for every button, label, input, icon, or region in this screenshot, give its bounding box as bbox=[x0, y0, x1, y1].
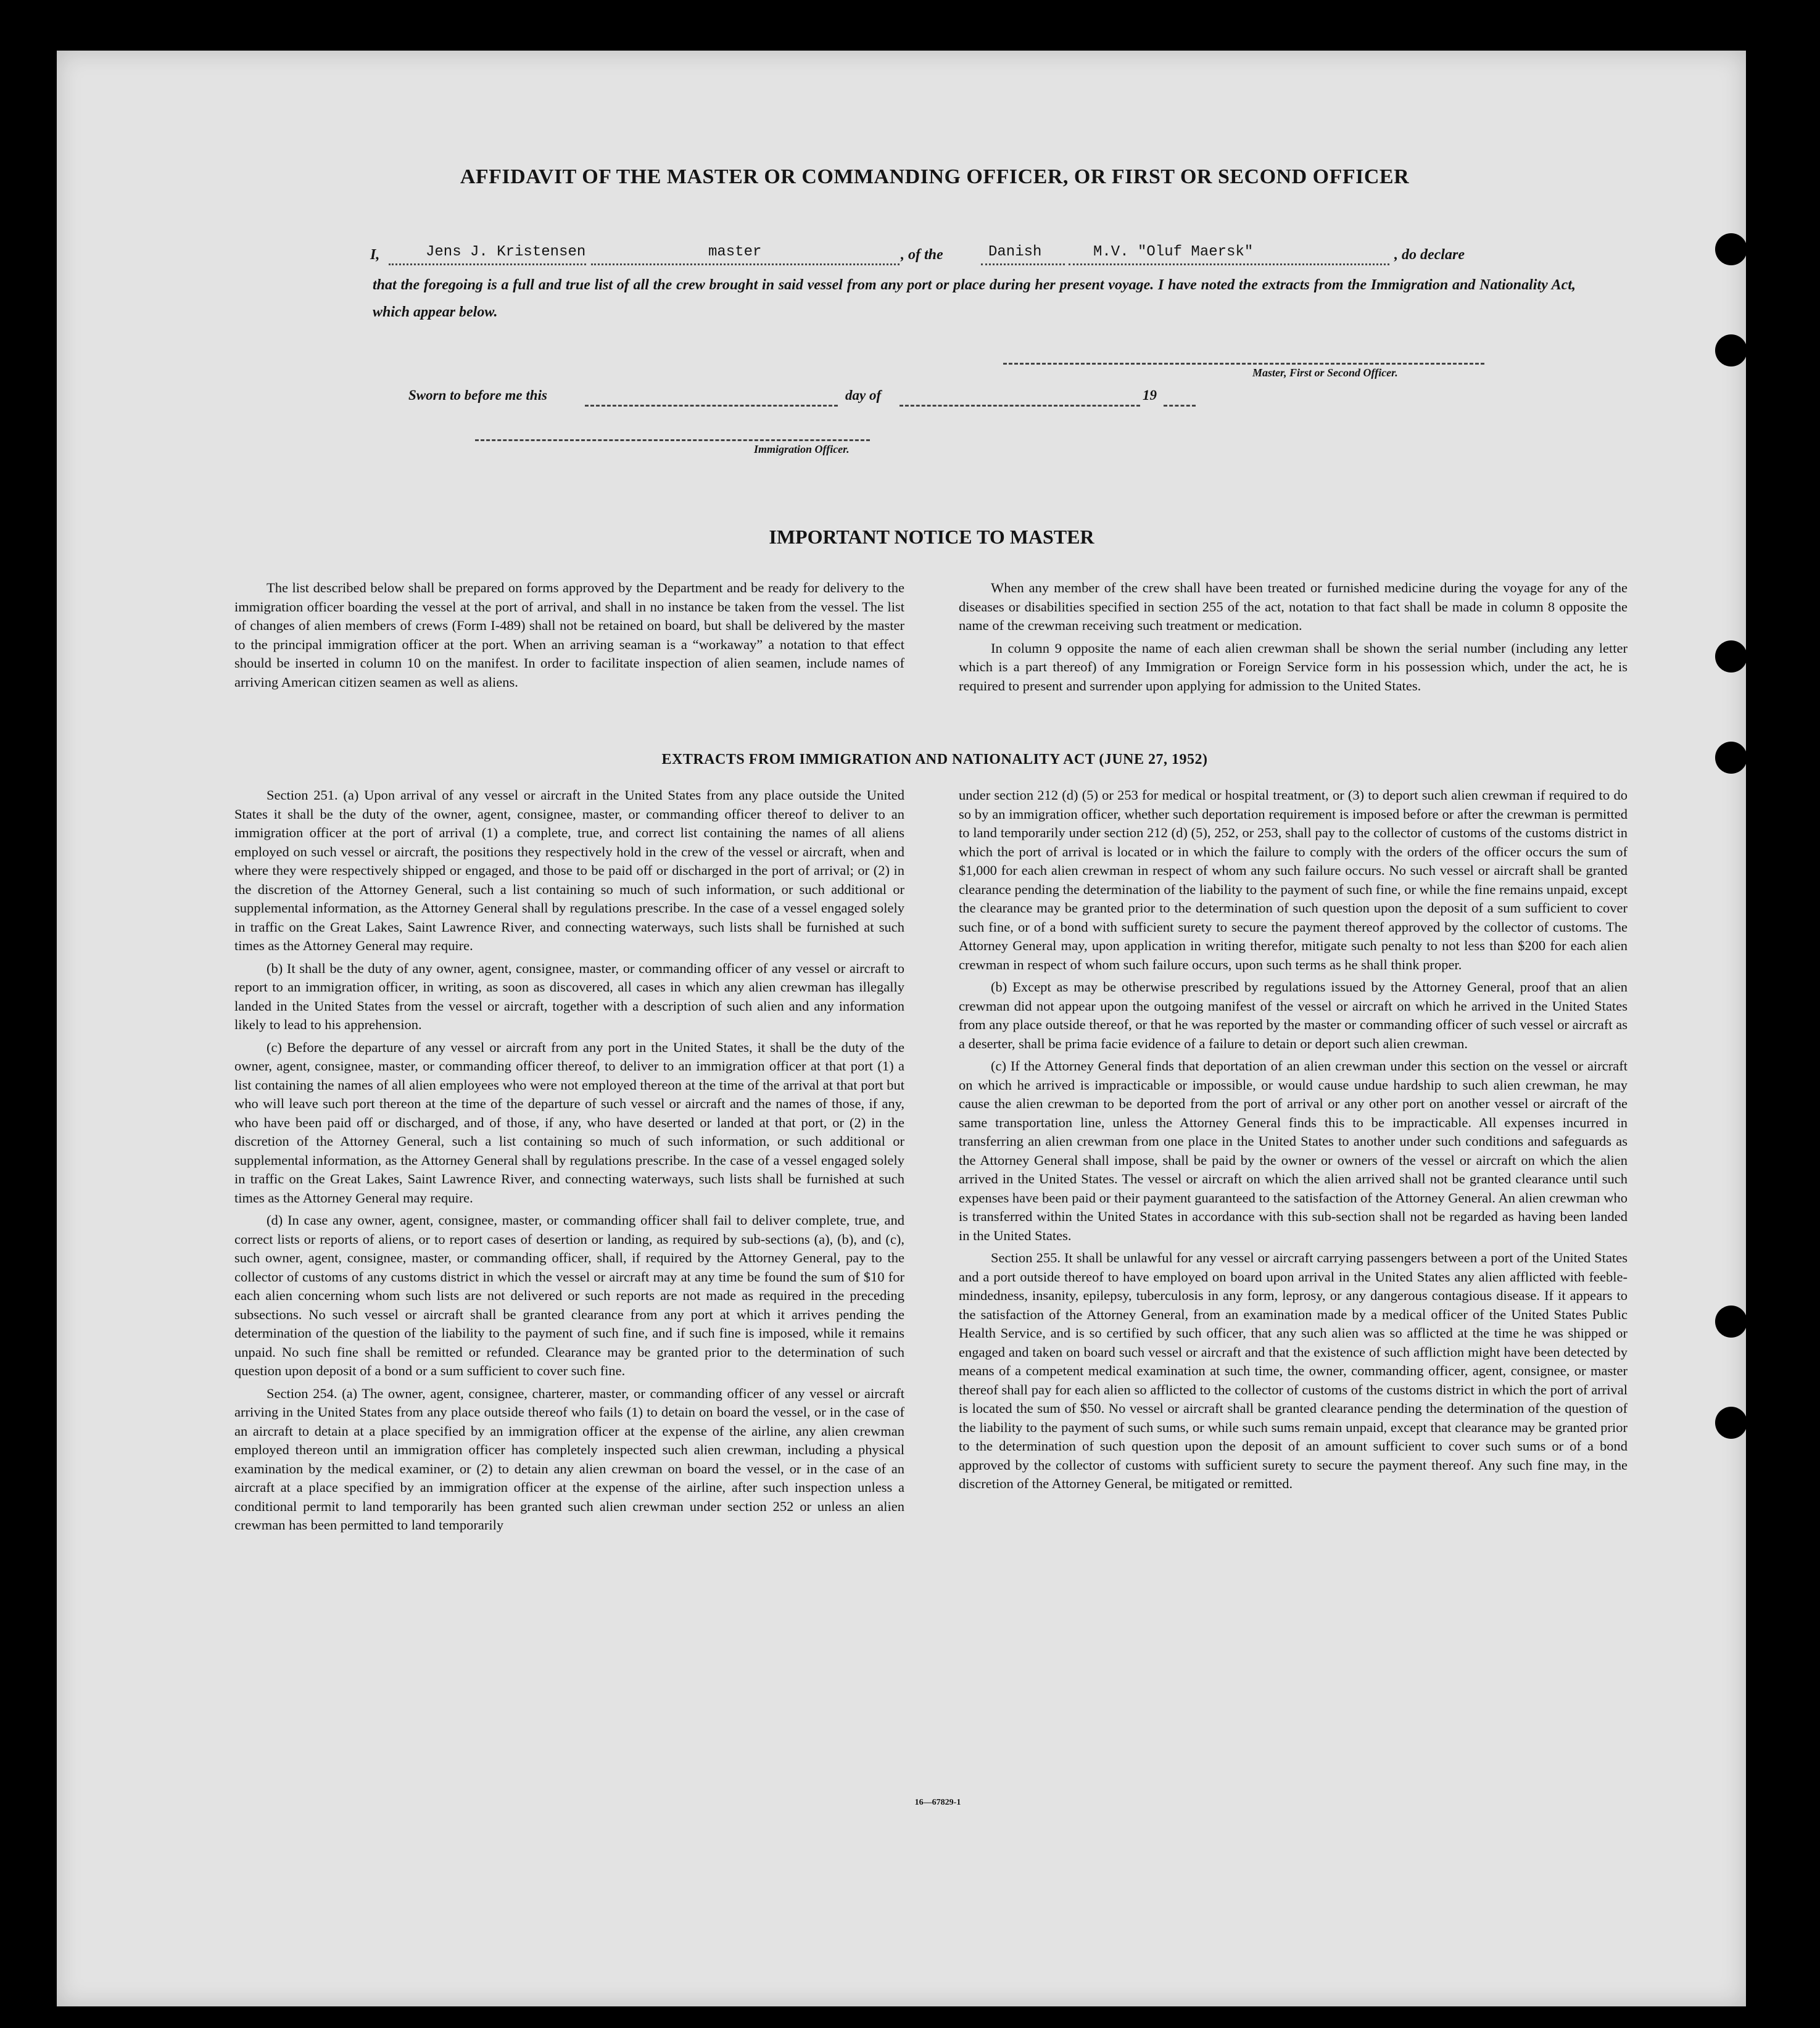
vessel-field: M.V. "Oluf Maersk" bbox=[1069, 243, 1389, 265]
officer-signature-line bbox=[475, 439, 870, 441]
notice-paragraph: When any member of the crew shall have been treated or furnished medicine during the voyage for any of the diseases or disabilities specified in section 255 of the act, notation to that fact shall be made in column 8 opposite the name of the crewman receiving such treatment or medication. bbox=[959, 580, 1628, 633]
binder-hole bbox=[1715, 334, 1747, 366]
officer-signature-label: Immigration Officer. bbox=[754, 443, 850, 455]
sworn-day-line bbox=[585, 405, 838, 407]
extract-paragraph: (b) It shall be the duty of any owner, agent, consignee, master, or commanding officer of any vessel or aircraft to report to an immigration officer, in writing, as soon as discovered, all cases in which any alien crewman has illegally landed in the United States from the vessel or aircraft, together with a description of such alien and any information likely to lead to his apprehension. bbox=[234, 960, 904, 1032]
extract-paragraph: under section 212 (d) (5) or 253 for medical or hospital treatment, or (3) to deport such alien crewman if required to do so by an immigration officer, whether such deportation requirement is imposed before or after the crewman is permitted to land temporarily under section 212 (d) (5), 252, or 253, shall pay to the collector of customs of the customs district in which the port of arrival is located or in which the failure to comply with the orders of the officer occurs the sum of $1,000 for each alien crewman in respect of whom any such failure occurs. No such vessel or aircraft shall be granted clearance pending the determination of the liability to the payment of such fine, or while the fine remains unpaid, except the clearance may be granted prior to the determination of such question upon the deposit of a sum sufficient to cover such fine, or of a bond with sufficient surety to secure the payment thereof approved by the collector of customs. The Attorney General may, upon application in writing therefor, mitigate such penalty to not less than $200 for each alien crewman in respect of whom such failure occurs, upon such terms as he shall think proper. bbox=[959, 787, 1628, 972]
year-prefix: 19 bbox=[1143, 387, 1157, 403]
declaration-line bbox=[370, 243, 1542, 270]
sworn-month-line bbox=[900, 405, 1140, 407]
do-declare-label: , do declare bbox=[1394, 247, 1465, 263]
notice-paragraph: In column 9 opposite the name of each alien crewman shall be shown the serial number (including any letter which is a part thereof) of any Immigration or Foreign Service form in his possession which, under the act, he is required to present and surrender upon applying for admission to the United States. bbox=[959, 640, 1628, 693]
form-number: 16—67829-1 bbox=[914, 1798, 961, 1807]
notice-title: IMPORTANT NOTICE TO MASTER bbox=[769, 526, 1094, 548]
notice-left-column bbox=[234, 579, 904, 695]
nationality-field: Danish bbox=[981, 243, 1065, 265]
declaration-text: that the foregoing is a full and true list of all the crew brought in said vessel from any port or place during her present voyage. I have noted the extracts from the Immigration and Nationality Act, which appear below. bbox=[373, 277, 1576, 320]
affidavit-title: AFFIDAVIT OF THE MASTER OR COMMANDING OFFICER, OR FIRST OR SECOND OFFICER bbox=[460, 165, 1410, 188]
extracts-left-column bbox=[234, 786, 904, 1539]
declaration-prefix: I, bbox=[370, 247, 380, 263]
master-signature-line bbox=[1003, 363, 1484, 365]
sworn-prefix: Sworn to before me this bbox=[408, 387, 547, 403]
extracts-right-column bbox=[959, 786, 1628, 1497]
notice-right-column bbox=[959, 579, 1628, 699]
rank-field: master bbox=[591, 243, 900, 265]
master-name-field: Jens J. Kristensen bbox=[389, 243, 586, 265]
extract-paragraph: (c) If the Attorney General finds that deportation of an alien crewman under this section on the vessel or aircraft on which he arrived is impracticable or impossible, or would cause undue hardship to such alien crewman, he may cause the alien crewman to be deported from the port of arrival or any other port on another vessel or aircraft of the same transportation line, unless the Attorney General finds this to be impracticable. All expenses incurred in transferring an alien crewman from one place in the United States to another under such conditions and safeguards as the Attorney General shall impose, shall be paid by the owner or owners of the vessel or aircraft on which the alien arrived in the United States. The vessel or aircraft on which the alien arrived shall not be granted clearance until such expenses have been paid or their payment guaranteed to the satisfaction of the Attorney General. An alien crewman who is transferred within the United States in accordance with this sub-section shall not be regarded as having been landed in the United States. bbox=[959, 1058, 1628, 1243]
extract-paragraph: Section 251. (a) Upon arrival of any vessel or aircraft in the United States from any place outside the United States it shall be the duty of the owner, agent, consignee, master, or commanding officer thereof to deliver to an immigration officer at the port of arrival (1) a complete, true, and correct list containing the names of all aliens employed on such vessel or aircraft, the positions they respectively hold in the crew of the vessel or aircraft, when and where they were respectively shipped or engaged, and those to be paid off or discharged in the port of arrival; or (2) in the discretion of the Attorney General, such a list containing so much of such information, or such additional or supplemental information, as the Attorney General shall by regulations prescribe. In the case of a vessel engaged solely in traffic on the Great Lakes, Saint Lawrence River, and connecting waterways, such lists shall be furnished at such times as the Attorney General may require. bbox=[234, 787, 904, 953]
extract-paragraph: (b) Except as may be otherwise prescribed by regulations issued by the Attorney General, proof that an alien crewman did not appear upon the outgoing manifest of the vessel or aircraft on which he arrived in the United States from any place outside thereof, or that he was reported by the master or commanding officer of such vessel or aircraft as a deserter, shall be prima facie evidence of a failure to detain or deport such alien crewman. bbox=[959, 979, 1628, 1051]
binder-hole bbox=[1715, 640, 1747, 673]
extract-paragraph: Section 254. (a) The owner, agent, consignee, charterer, master, or commanding officer of any vessel or aircraft arriving in the United States from any place outside thereof who fails (1) to detain on board the vessel, or in the case of an aircraft to detain at a place specified by an immigration officer at the expense of the airline, any alien crewman employed thereon until an immigration officer has completely inspected such alien crewman, including a physical examination by the medical examiner, or (2) to detain any alien crewman on board the vessel, or in the case of an aircraft at a place specified by an immigration officer at the expense of the airline, after such inspection unless a conditional permit to land temporarily has been granted such alien crewman under section 252 or unless an alien crewman has been permitted to land temporarily bbox=[234, 1385, 904, 1533]
of-the-label: , of the bbox=[901, 247, 943, 263]
extracts-title: EXTRACTS FROM IMMIGRATION AND NATIONALITY ACT (JUNE 27, 1952) bbox=[661, 751, 1208, 768]
binder-hole bbox=[1715, 742, 1747, 774]
master-signature-label: Master, First or Second Officer. bbox=[1252, 366, 1398, 379]
binder-hole bbox=[1715, 1306, 1747, 1338]
extract-paragraph: Section 255. It shall be unlawful for any vessel or aircraft carrying passengers between a port of the United States and a port outside thereof to have employed on board upon arrival in the United States any alien afflicted with feeble-mindedness, insanity, epilepsy, tuberculosis in any form, leprosy, or any dangerous contagious disease. If it appears to the satisfaction of the Attorney General, from an examination made by a medical officer of the United States Public Health Service, and is so certified by such officer, that any such alien was so afflicted at the time he was shipped or engaged and taken on board such vessel or aircraft and that the existence of such affliction might have been detected by means of a competent medical examination at such time, the owner, commanding officer, agent, consignee, or master thereof shall pay for each alien so afflicted to the collector of customs of the customs district in which the port of arrival is located the sum of $50. No vessel or aircraft shall be granted clearance pending the determination of the question of the liability to the payment of such sums, or while such sums remain unpaid, except that clearance may be granted prior to the determination of such question upon the deposit of an amount sufficient to cover such sums or of a bond approved by the collector of customs with sufficient surety to secure the payment thereof. Any such fine may, in the discretion of the Attorney General, be mitigated or remitted. bbox=[959, 1250, 1628, 1491]
binder-hole bbox=[1715, 1407, 1747, 1439]
notice-paragraph: The list described below shall be prepared on forms approved by the Department and be ready for delivery to the immigration officer boarding the vessel at the port of arrival, and shall in no instance be taken from the vessel. The list of changes of alien members of crews (Form I-489) shall not be retained on board, but shall be delivered by the master to the principal immigration officer at the port. When an arriving seaman is a “workaway” a notation to that effect should be inserted in column 10 on the manifest. In order to facilitate inspection of alien seamen, include names of arriving American citizen seamen as well as aliens. bbox=[234, 580, 904, 690]
day-of-label: day of bbox=[845, 387, 882, 403]
extract-paragraph: (c) Before the departure of any vessel or aircraft from any port in the United States, it shall be the duty of the owner, agent, consignee, master, or commanding officer thereof, to deliver to an immigration officer at that port (1) a list containing the names of all alien employees who were not employed thereon at the time of the arrival at that port but who will leave such port thereon at the time of the departure of such vessel or aircraft and the names of those, if any, who have been paid off or discharged, and of those, if any, who have deserted or landed at that port, or (2) in the discretion of the Attorney General, such a list containing so much of such information, or such additional or supplemental information, as the Attorney General shall by regulations prescribe. In the case of a vessel engaged solely in traffic on the Great Lakes, Saint Lawrence River, and connecting waterways, such lists shall be furnished at such times as the Attorney General may require. bbox=[234, 1039, 904, 1206]
extract-paragraph: (d) In case any owner, agent, consignee, master, or commanding officer shall fail to deliver complete, true, and correct lists or reports of aliens, or to report cases of desertion or landing, as required by sub-sections (a), (b), and (c), such owner, agent, consignee, master, or commanding officer, shall, if required by the Attorney General, pay to the collector of customs of any customs district in which the vessel or aircraft may at any time be found the sum of $10 for each alien concerning whom such lists are not delivered or such reports are not made as required in the preceding subsections. No such vessel or aircraft shall be granted clearance from any port at which it arrives pending the determination of the question of the liability to the payment of such fine, and if such fine is imposed, while it remains unpaid. No such fine shall be remitted or refunded. Clearance may be granted prior to the determination of such question upon deposit of a bond or a sum sufficient to cover such fine. bbox=[234, 1212, 904, 1378]
sworn-year-line bbox=[1164, 405, 1196, 407]
binder-hole bbox=[1715, 233, 1747, 265]
